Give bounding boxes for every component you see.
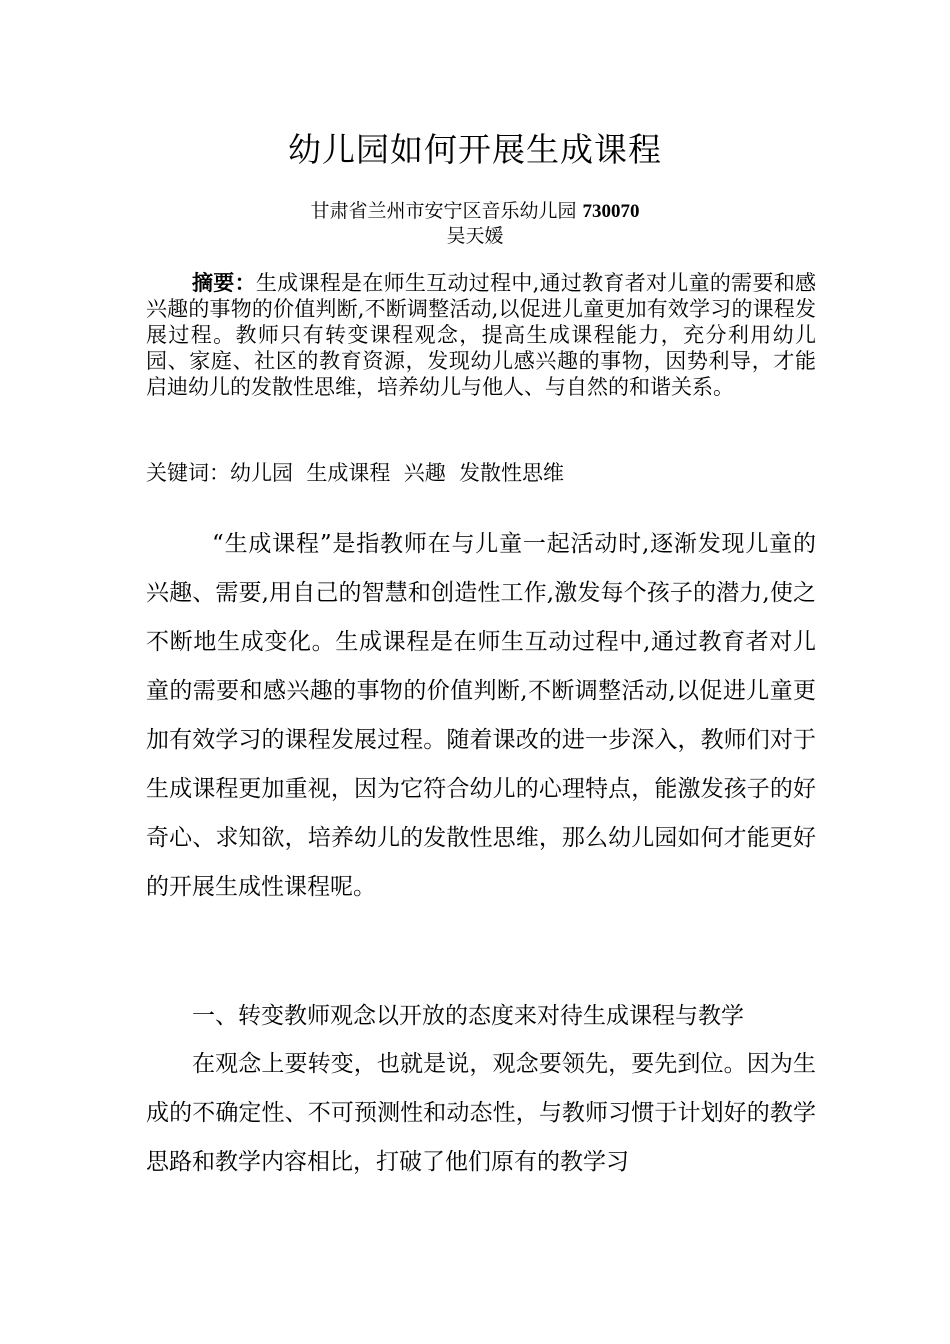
author-name: 吴天媛	[446, 225, 504, 247]
abstract	[146, 270, 816, 400]
abstract-text: 生成课程是在师生互动过程中,通过教育者对儿童的需要和感兴趣的事物的价值判断,不断调整活动,以促进儿童更加有效学习的课程发展过程。教师只有转变课程观念，提高生成课程能力，充分利用幼儿园、家庭、社区的教育资源，发现幼儿感兴趣的事物，因势利导，才能启迪幼儿的发散性思维，培养幼儿与他人、与自然的和谐关系。	[146, 271, 817, 399]
postal-code: 730070	[582, 201, 640, 222]
keywords	[146, 458, 816, 488]
keywords-text: 幼儿园 生成课程 兴趣 发散性思维	[230, 461, 565, 485]
section-heading: 一、转变教师观念以开放的态度来对待生成课程与教学	[192, 1003, 744, 1029]
keywords-label: 关键词：	[146, 461, 230, 485]
abstract-label: 摘要：	[192, 271, 256, 295]
page-title: 幼儿园如何开展生成课程	[288, 130, 662, 169]
author-affiliation	[0, 199, 950, 224]
body-paragraph: 在观念上要转变，也就是说，观念要领先，要先到位。因为生成的不确定性、不可预测性和动态性，与教师习惯于计划好的教学思路和教学内容相比，打破了他们原有的教学习	[146, 1051, 816, 1175]
body-paragraph: “生成课程”是指教师在与儿童一起活动时,逐渐发现儿童的兴趣、需要,用自己的智慧和创造性工作,激发每个孩子的潜力,使之不断地生成变化。生成课程是在师生互动过程中,通过教育者对儿童的需要和感兴趣的事物的价值判断,不断调整活动,以促进儿童更加有效学习的课程发展过程。随着课改的进一步深入，教师们对于生成课程更加重视，因为它符合幼儿的心理特点，能激发孩子的好奇心、求知欲，培养幼儿的发散性思维，那么幼儿园如何才能更好的开展生成性课程呢。	[146, 531, 816, 900]
affiliation-name: 甘肃省兰州市安宁区音乐幼儿园	[310, 200, 577, 222]
